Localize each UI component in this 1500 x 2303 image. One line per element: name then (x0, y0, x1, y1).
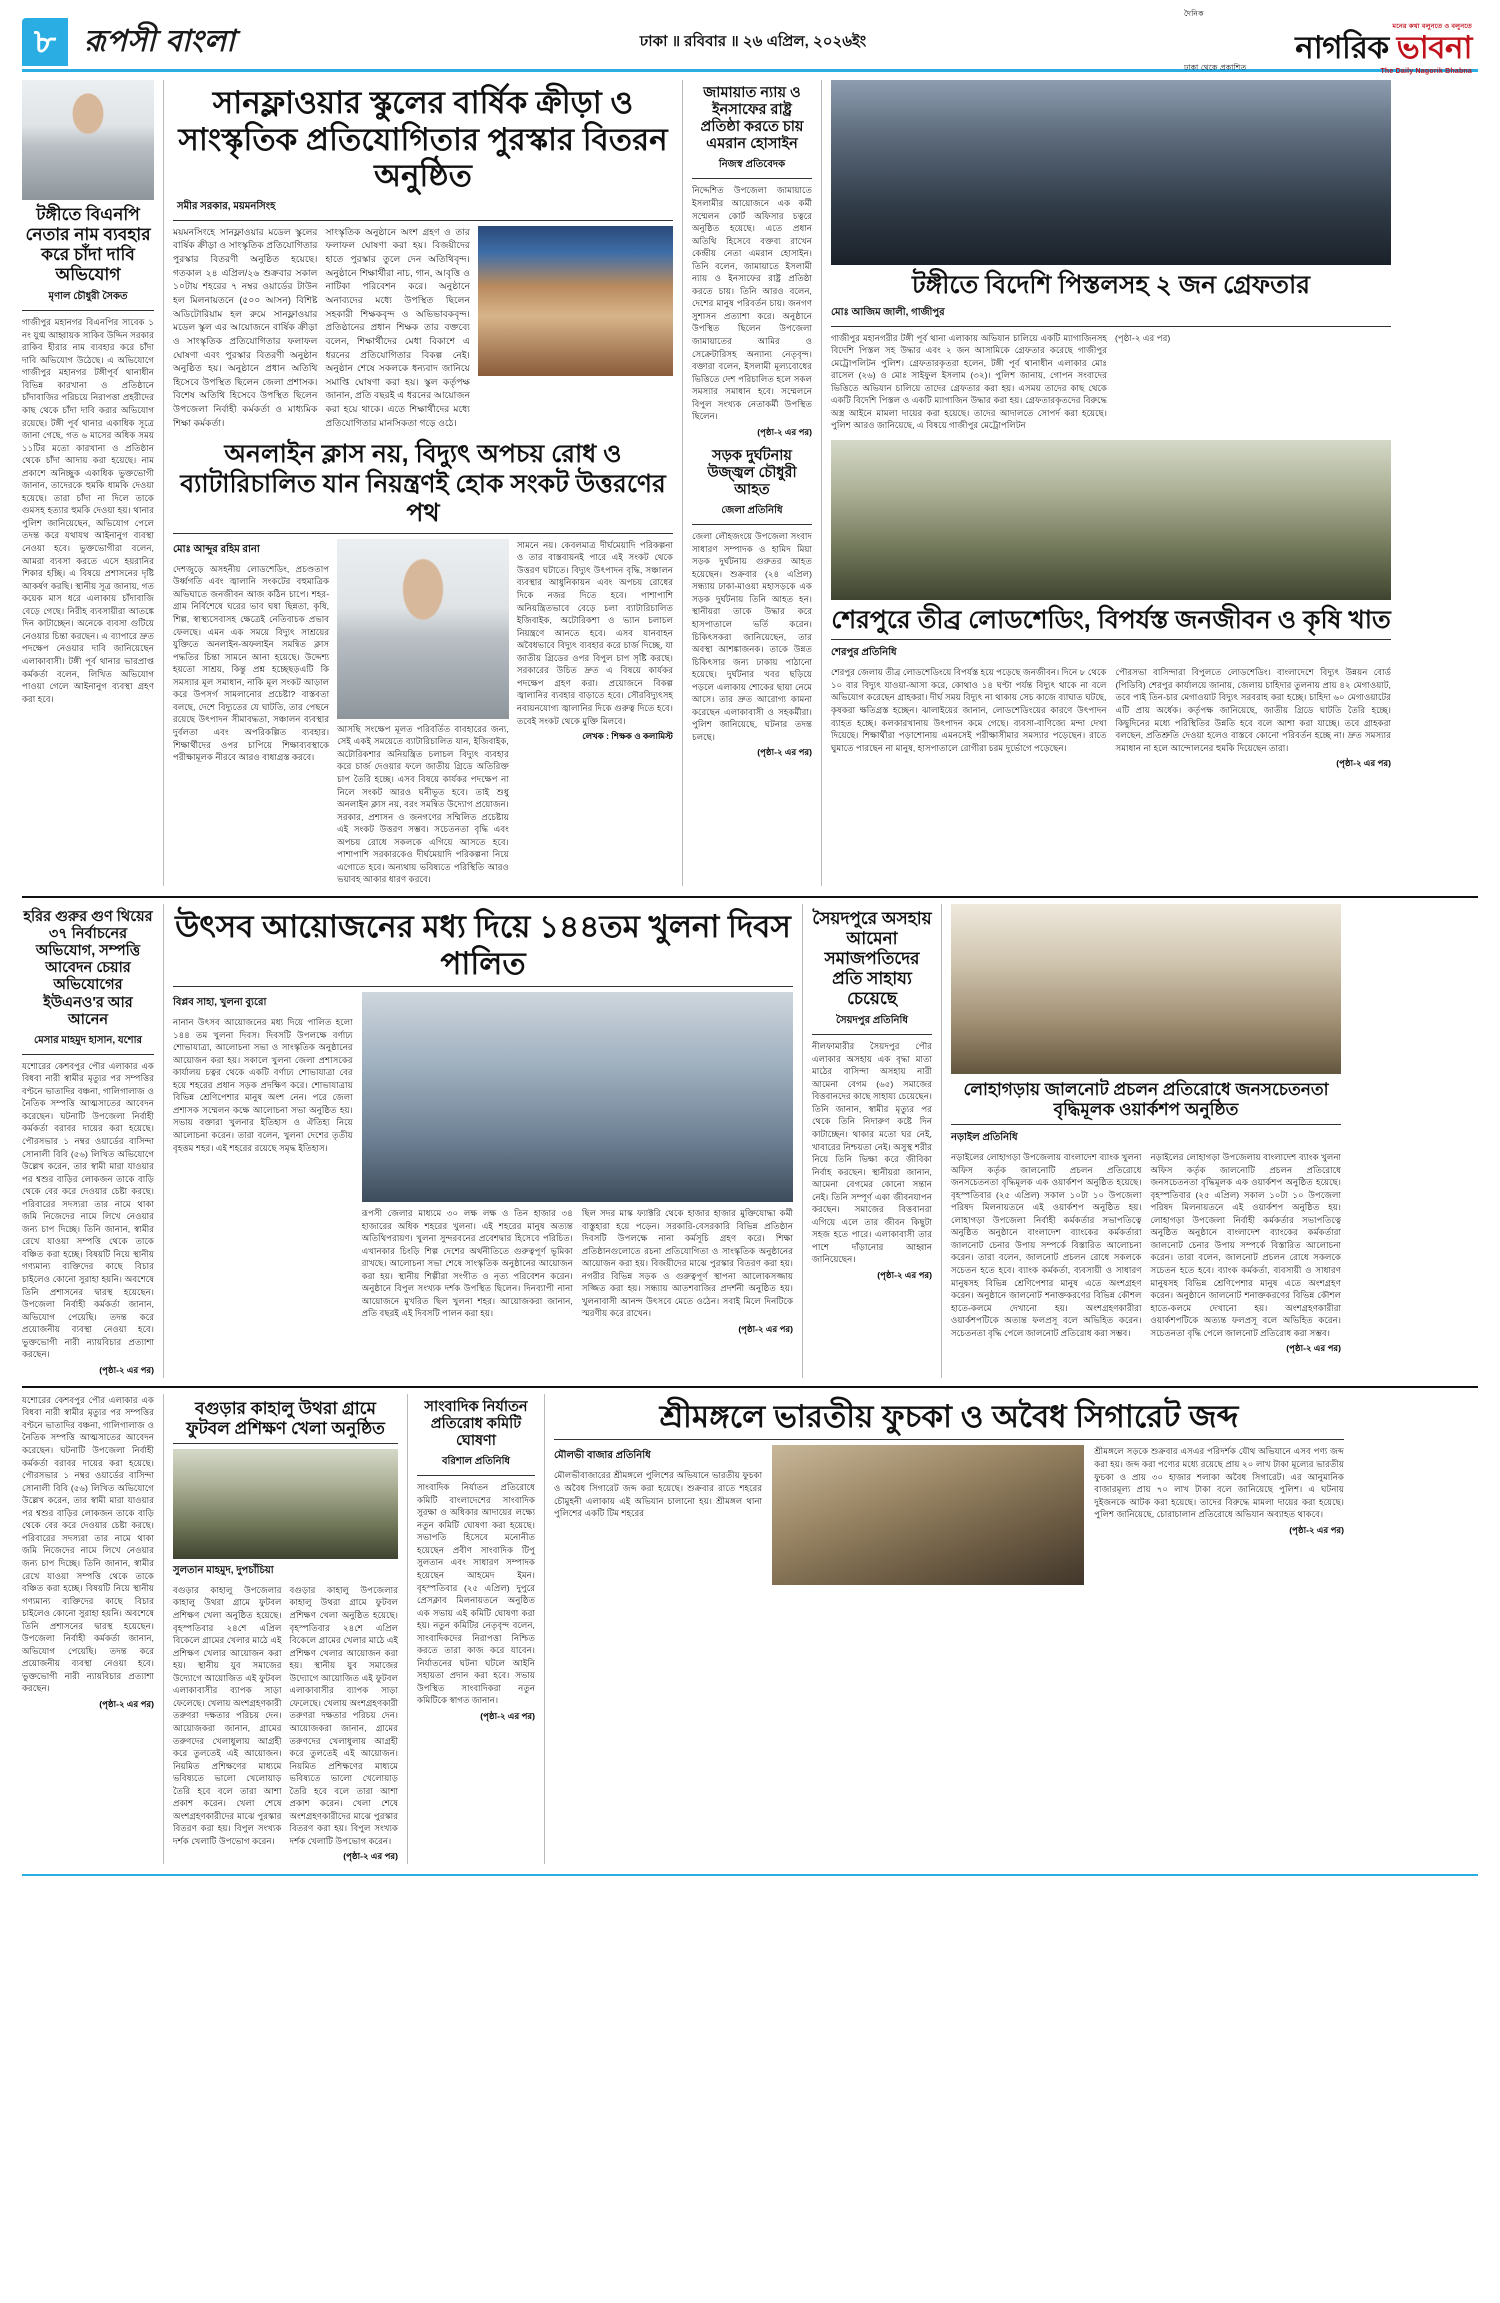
online-class-col3: আসছি সংক্ষেপ মূলত পরিবর্তিত বাবহারের জন্য, সেই একই সময়েতে ব্যাটারিচালিত যান, ইজিবাইক, অটোরিকশার অনিয়ন্ত্রিত চলাচল বিদ্যুৎ ব্যবহার করে চার্জ দেওয়ার ফলে জাতীয় গ্রিডে অতিরিক্ত চাপ তৈরি হচ্ছে। এসব বিষয়ে কার্যকর পদক্ষেপ না নিলে সংকট আরও ঘনীভূত হবে। তাই শুধু অনলাইন ক্লাস নয়, বরং সমন্বিত উদ্যোগ প্রয়োজন। সরকার, প্রশাসন ও জনগণের সম্মিলিত প্রচেষ্টায় এই সংকট উত্তরণ সম্ভব। সচেতনতা বৃদ্ধি এবং অপচয় রোধে সকলকে এগিয়ে আসতে হবে। পাশাপাশি সরকারকেও দীর্ঘমেয়াদি পরিকল্পনা নিয়ে এগোতে হবে। অন্যথায় ভবিষ্যতে পরিস্থিতি আরও ভয়াবহ আকার ধারণ করবে। (337, 723, 509, 885)
online-class-headline: অনলাইন ক্লাস নয়, বিদ্যুৎ অপচয় রোধ ও ব্যাটারিচালিত যান নিয়ন্ত্রণই হোক সংকট উত্তরণের পথ (180, 440, 666, 528)
khulna-col2: রূপসী জেলার মাধ্যমে ৩০ লক্ষ লক্ষ ও তিন হাজার ৩৪ হাজারের অধিক শহরের খুলনা। এই শহরের মানুষ অত্যন্ত অতিথিপরায়ণ। খুলনা সুন্দরবনের প্রবেশদ্বার হিসেবে পরিচিত। এখানকার চিংড়ি শিল্প দেশের অর্থনীতিতে গুরুত্বপূর্ণ ভূমিকা রাখছে। আলোচনা সভা শেষে সাংস্কৃতিক অনুষ্ঠানের আয়োজন করা হয়। স্থানীয় শিল্পীরা সংগীত ও নৃত্য পরিবেশন করেন। অনুষ্ঠানে বিপুল সংখ্যক দর্শক উপস্থিত ছিলেন। দিনব্যাপী নানা আয়োজনে মুখরিত ছিল খুলনা শহর। আয়োজকরা জানান, প্রতি বছরই এই দিবসটি পালন করা হয়। (361, 1208, 573, 1319)
bogura-continue: (পৃষ্ঠা-২ এর পর) (343, 1851, 398, 1862)
sherpur-photo (831, 440, 1391, 600)
column-divider (163, 1394, 164, 1865)
column-lead (173, 80, 673, 886)
jamaat-byline: নিজস্ব প্রতিবেদক (718, 159, 786, 171)
column-divider (682, 80, 683, 886)
column-left (22, 80, 154, 886)
nameplate-kicker: দৈনিক (1184, 9, 1204, 19)
left-headline: টঙ্গীতে বিএনপি নেতার নাম ব্যবহার করে চাঁদা দাবি অভিযোগ (25, 205, 151, 285)
divider (692, 178, 812, 179)
lead-body-col1: ময়মনসিংহে সানফ্লাওয়ার মডেল স্কুলের বার্ষিক ক্রীড়া ও সাংস্কৃতিক প্রতিযোগিতার পুরস্কার বিতরণী অনুষ্ঠিত হয়েছে। গতকাল ২৪ এপ্রিল/২৬ শুক্রবার সকাল ১০টায় শহরের ৭ নম্বর ওয়ার্ডের টাউন হল মিলনায়তনে (৫০০ আসন) বিশিষ্ট অডিটোরিয়াম হল রুমে সানফ্লাওয়ার মডেল স্কুল এর আয়োজনে বার্ষিক ক্রীড়া ও সাংস্কৃতিক প্রতিযোগিতার ফলাফল ঘোষণা এবং পুরস্কার বিতরণী অনুষ্ঠান অনুষ্ঠিত হয়। অনুষ্ঠানে প্রধান অতিথি হিসেবে উপস্থিত ছিলেন জেলা প্রশাসক। বিশেষ অতিথি হিসেবে উপস্থিত ছিলেন উপজেলা নির্বাহী কর্মকর্তা ও মাধ্যমিক শিক্ষা কর্মকর্তা। (173, 226, 318, 428)
column-right (831, 80, 1391, 886)
divider (173, 533, 673, 534)
column-divider (941, 904, 942, 1378)
sherpur-col2: পৌরসভা বাসিন্দারা বিপুলতে লোডশেডিং। বাংলাদেশে বিদ্যুৎ উন্নয়ন বোর্ড (পিডিবি) শেরপুর কার্যালয়ে জানায়, জেলায় চাহিদার তুলনায় প্রায় ৪২ মেগাওয়াট, তবে পাই তিন-চার মেগাওয়াট বিদ্যুৎ সরবরাহ করা হচ্ছে। চাহিদা ৬০ মেগাওয়াটের এটি প্রায় অর্ধেক। কর্তৃপক্ষ জানিয়েছে, জাতীয় গ্রিডে ঘাটতি তৈরি হচ্ছে। কিছুদিনের মধ্যে পরিস্থিতির উন্নতি হবে বলে আশা করা যাচ্ছে। তবে গ্রাহকরা বলছেন, প্রতিশ্রুতি দেওয়া হলেও বাস্তবে কোনো পরিবর্তন হচ্ছে না। দ্রুত সমস্যার সমাধান না হলে আন্দোলনের হুমকি দিয়েছেন তারা। (1115, 667, 1391, 753)
online-class-article (173, 440, 673, 886)
jamaat-body: নিদ্দেশিত উপজেলা জামায়াতে ইসলামীর আয়োজনে এক কর্মী সম্মেলন কোর্ট অফিসার চত্বরে অনুষ্ঠিত হয়েছে। এতে প্রধান অতিথি হিসেবে বক্তব্য রাখেন কেন্দ্রীয় নেতা এমরান হোসাইন। তিনি বলেন, জামায়াতে ইসলামী ন্যায় ও ইনসাফের রাষ্ট্র প্রতিষ্ঠা করতে চায়। তিনি আরও বলেন, দেশের মানুষ পরিবর্তন চায়। জনগণ সুশাসন প্রত্যাশা করে। অনুষ্ঠানে উপস্থিত ছিলেন উপজেলা জামায়াতের আমির ও সেক্রেটারিসহ অন্যান্য নেতৃবৃন্দ। বক্তারা বলেন, ইসলামী মূল্যবোধের ভিত্তিতে দেশ পরিচালিত হলে সকল সমস্যার সমাধান হবে। সম্মেলনে বিপুল সংখ্যক নেতাকর্মী উপস্থিত ছিলেন। (692, 185, 812, 422)
sherpur-byline: শেরপুর প্রতিনিধি (831, 647, 897, 659)
workshop-article (951, 904, 1341, 1378)
jamaat-headline: জামায়াত ন্যায় ও ইনসাফের রাষ্ট্র প্রতিষ্ঠা করতে চায় এমরান হোসাইন (700, 85, 804, 153)
lead-headline: সানফ্লাওয়ার স্কুলের বার্ষিক ক্রীড়া ও সাংস্কৃতিক প্রতিযোগিতার পুরস্কার বিতরন অনুষ্ঠিত (178, 85, 668, 194)
column-divider (163, 904, 164, 1378)
syedpur-byline: সৈয়দপুর প্রতিনিধি (836, 1015, 908, 1027)
yeshore-headline: হরির গুরুর গুণ থিয়ের ৩৭ নির্বাচনের অভিযোগ, সম্পত্তি আবেদন চেয়ার অভিযোগের ইউএনও'র আর আনেন (23, 908, 153, 1028)
workshop-body: নড়াইলের লোহাগড়া উপজেলায় বাংলাদেশ ব্যাংক খুলনা অফিস কর্তৃক জালনোটি প্রচলন প্রতিরোধে জনসচেতনতা বৃদ্ধিমূলক এক ওয়ার্কশপ অনুষ্ঠিত হয়েছে। বৃহস্পতিবার (২৫ এপ্রিল) সকাল ১০টা ১০ উপজেলা পরিষদ মিলনায়তনে এই ওয়ার্কশপ অনুষ্ঠিত হয়। লোহাগড়া উপজেলা নির্বাহী কর্মকর্তার সভাপতিত্বে অনুষ্ঠিত অনুষ্ঠানে বাংলাদেশ ব্যাংকের কর্মকর্তারা জালনোট চেনার উপায় সম্পর্কে বিস্তারিত আলোচনা করেন। তারা বলেন, জালনোট প্রচলন রোধে সকলকে সচেতন হতে হবে। ব্যাংক কর্মকর্তা, ব্যবসায়ী ও সাধারণ মানুষসহ বিভিন্ন শ্রেণিপেশার মানুষ এতে অংশগ্রহণ করেন। অনুষ্ঠানে জালনোট শনাক্তকরণের বিভিন্ন কৌশল হাতে-কলমে দেখানো হয়। অংশগ্রহণকারীরা ওয়ার্কশপটিকে অত্যন্ত ফলপ্রসূ বলে অভিহিত করেন। সচেতনতা বৃদ্ধি পেলে জালনোট প্রতিরোধ করা সম্ভব। (951, 1152, 1142, 1338)
journalist-byline: বরিশাল প্রতিনিধি (441, 1456, 511, 1468)
arrest-body-2: (পৃষ্ঠা-২ এর পর) (1115, 332, 1171, 343)
syedpur-article (812, 904, 932, 1378)
sherpur-col1: শেরপুর জেলায় তীব্র লোডশেডিংয়ে বিপর্যস্ত হয়ে পড়েছে জনজীবন। দিনে ৮ থেকে ১০ বার বিদ্যুৎ যাওয়া-আসা করে, কোথাও ১৪ ঘণ্টা পর্যন্ত বিদ্যুৎ থাকে না বলে অভিযোগ করেছেন গ্রাহকরা। দীর্ঘ সময় বিদ্যুৎ না থাকায় সেচ কাজে ব্যাঘাত ঘটছে, কৃষকরা ক্ষতিগ্রস্ত হচ্ছেন। ঝালাইয়ের জানান, লোডশেডিংয়ের কারণে উৎপাদন ব্যাহত হচ্ছে। কলকারখানায় উৎপাদন কমে গেছে। ব্যবসা-বাণিজ্যে মন্দা দেখা দিয়েছে। শিক্ষার্থীরা পড়াশোনায় এমনসেই পরীক্ষাসীমার সমস্যার পড়েছেন। রাতে ঘুমাতে পারছেন না মানুষ, হাসপাতালে রোগীরা চরম দুর্ভোগে পড়েছেন। (831, 667, 1107, 753)
khulna-photo (362, 992, 793, 1202)
srimangal-headline: শ্রীমঙ্গলে ভারতীয় ফুচকা ও অবৈধ সিগারেট জব্দ (659, 1398, 1239, 1434)
divider (417, 1475, 535, 1476)
column-divider (544, 1394, 545, 1865)
masthead (22, 9, 1478, 75)
srimangal-article (554, 1394, 1344, 1865)
left-body: গাজীপুর মহানগর বিএনপির সাবেক ১ নং যুগ্ম আহ্বায়ক সাকিব উদ্দিন সরকার রাকিব হীরার নাম ব্যবহার করে চাঁদা দাবি অভিযোগ উঠেছে। এ অভিযোগে গাজীপুর মহানগর টঙ্গীপূর্ব থানাধীন বিভিন্ন কারখানা ও প্রতিষ্ঠানে চাঁদাবাজির পরিচয়ে নিরাপত্তা প্রহরীদের কাছ থেকে চাঁদা দাবি করার অভিযোগ রয়েছে। টঙ্গী পূর্ব থানার একাধিক সূত্রে জানা গেছে, গত ৬ মাসের অধিক সময় ১১টির মতো কারখানা ও প্রতিষ্ঠান থেকে চাঁদা আদায় করা হয়েছে। নাম প্রকাশে অনিচ্ছুক একাধিক ভুক্তভোগী জানান, তাদেরকে হুমকি ধামকি দেওয়া হয়েছে। তারা চাঁদা না দিলে তাকে গুমসহ হত্যার হুমকি দেওয়া হয়। থানার পুলিশ জানিয়েছেন, অভিযোগ পেলে তদন্ত করে যথাযথ আইনানুগ ব্যবস্থা নেওয়া হবে। ভুক্তভোগীরা বলেন, আমরা ব্যবসা করতে এসে হয়রানির শিকার হচ্ছি। এ বিষয়ে প্রশাসনের দৃষ্টি আকর্ষণ করছি। স্থানীয় সূত্র জানায়, গত কয়েক মাস ধরে এলাকায় চাঁদাবাজি বেড়ে গেছে। নিরীহ ব্যবসায়ীরা আতঙ্কে দিন কাটাচ্ছেন। অনেকে ব্যবসা গুটিয়ে নেওয়ার চিন্তা করছেন। এ ব্যাপারে দ্রুত পদক্ষেপ নেওয়ার দাবি জানিয়েছেন এলাকাবাসী। টঙ্গী পূর্ব থানার ভারপ্রাপ্ত কর্মকর্তা বলেন, লিখিত অভিযোগ পাওয়া গেলে আইনানুগ ব্যবস্থা গ্রহণ করা হবে। (22, 317, 154, 704)
portrait-photo (22, 80, 154, 200)
nameplate-sub: ঢাকা থেকে প্রকাশিত (1184, 62, 1247, 72)
divider (831, 639, 1391, 640)
bottom-left-continue: (পৃষ্ঠা-২ এর পর) (99, 1698, 154, 1709)
divider (173, 220, 673, 221)
section-name: রূপসী বাংলা (84, 24, 236, 58)
bogura-body-2: বগুড়ার কাহালু উপজেলার কাহালু উথরা গ্রামে ফুটবল প্রশিক্ষণ খেলা অনুষ্ঠিত হয়েছে। বৃহস্পতিবার ২৪শে এপ্রিল বিকেলে গ্রামের খেলার মাঠে এই প্রশিক্ষণ খেলার আয়োজন করা হয়। স্থানীয় যুব সমাজের উদ্যোগে আয়োজিত এই ফুটবল এলাকাবাসীর ব্যাপক সাড়া ফেলেছে। খেলায় অংশগ্রহণকারী তরুণরা দক্ষতার পরিচয় দেন। আয়োজকরা জানান, গ্রামের তরুণদের খেলাধুলায় আগ্রহী করে তুলতেই এই আয়োজন। নিয়মিত প্রশিক্ষণের মাধ্যমে ভবিষ্যতে ভালো খেলোয়াড় তৈরি হবে বলে তারা আশা প্রকাশ করেন। খেলা শেষে অংশগ্রহণকারীদের মাঝে পুরস্কার বিতরণ করা হয়। বিপুল সংখ্যক দর্শক খেলাটি উপভোগ করেন। (289, 1584, 398, 1846)
bottom-section (22, 1394, 1478, 1865)
khulna-byline: বিপ্লব সাহা, খুলনা ব্যুরো (173, 997, 267, 1009)
nameplate-slogan: মনের কথা বলুনতে ও বলুনতে (1392, 23, 1472, 31)
divider (554, 1439, 1344, 1440)
khulna-article (173, 904, 793, 1378)
workshop-photo (951, 904, 1341, 1074)
workshop-headline: লোহাগড়ায় জালনোট প্রচলন প্রতিরোধে জনসচেতনতা বৃদ্ধিমূলক ওয়ার্কশপ অনুষ্ঠিত (963, 1079, 1329, 1119)
column-divider (802, 904, 803, 1378)
column-divider (821, 80, 822, 886)
section-divider (22, 1386, 1478, 1388)
khulna-headline: উৎসব আয়োজনের মধ্য দিয়ে ১৪৪তম খুলনা দিবস পালিত (175, 908, 791, 981)
bogura-article (173, 1394, 398, 1865)
lead-byline: সমীর সরকার, ময়মনসিংহ (177, 200, 276, 212)
top-section (22, 80, 1478, 886)
bogura-body: বগুড়ার কাহালু উপজেলার কাহালু উথরা গ্রামে ফুটবল প্রশিক্ষণ খেলা অনুষ্ঠিত হয়েছে। বৃহস্পতিবার ২৪শে এপ্রিল বিকেলে গ্রামের খেলার মাঠে এই প্রশিক্ষণ খেলার আয়োজন করা হয়। স্থানীয় যুব সমাজের উদ্যোগে আয়োজিত এই ফুটবল এলাকাবাসীর ব্যাপক সাড়া ফেলেছে। খেলায় অংশগ্রহণকারী তরুণরা দক্ষতার পরিচয় দেন। আয়োজকরা জানান, গ্রামের তরুণদের খেলাধুলায় আগ্রহী করে তুলতেই এই আয়োজন। নিয়মিত প্রশিক্ষণের মাধ্যমে ভবিষ্যতে ভালো খেলোয়াড় তৈরি হবে বলে তারা আশা প্রকাশ করেন। খেলা শেষে অংশগ্রহণকারীদের মাঝে পুরস্কার বিতরণ করা হয়। বিপুল সংখ্যক দর্শক খেলাটি উপভোগ করেন। (173, 1584, 282, 1846)
arrest-body: গাজীপুর মহানগরীর টঙ্গী পূর্ব থানা এলাকায় অভিযান চালিয়ে একটি ম্যাগাজিনসহ বিদেশি পিস্তল সহ উদ্ধার এবং ২ জন আসামিকে গ্রেফতার করেছে গাজীপুর মেট্রোপলিটন পুলিশ। গ্রেফতারকৃতরা হলেন, টঙ্গী পূর্ব থানাধীন এলাকার মোঃ রাসেল (২৬) ও মোঃ সাইফুল ইসলাম (৩২)। পুলিশ জানায়, গোপন সংবাদের ভিত্তিতে অভিযান চালিয়ে তাদের গ্রেফতার করা হয়। এসময় তাদের কাছ থেকে একটি বিদেশি পিস্তল ও একটি ম্যাগাজিন উদ্ধার করা হয়। গ্রেফতারকৃতদের বিরুদ্ধে অস্ত্র আইনে মামলা দায়ের করা হয়েছে। তাদের আদালতে সোপর্দ করা হয়েছে। পুলিশ আরও জানিয়েছে, এ বিষয়ে গাজীপুর মেট্রোপলিটন (831, 332, 1107, 431)
bottom-column-left (22, 1394, 154, 1865)
column-three (692, 80, 812, 886)
yeshore-body: যশোরের কেশবপুর পৌর এলাকার এক বিধবা নারী স্বামীর মৃত্যুর পর সম্পত্তির বণ্টনে ভাতাদির বঞ্চনা, গালিগালাজ ও নৈতিক সম্পত্তি আত্মসাতের আবেদন করেছেন। ঘটনাটি উপজেলা নির্বাহী কর্মকর্তা বরাবর দায়ের করা হয়েছে। পৌরসভার ১ নম্বর ওয়ার্ডের বাসিন্দা সোনালী বিবি (৫৬) লিখিত অভিযোগে উল্লেখ করেন, তার স্বামী মারা যাওয়ার পর শ্বশুর বাড়ির লোকজন তাকে বাড়ি থেকে বের করে দেওয়ার চেষ্টা করছে। পরিবারের সদস্যরা তার নামে থাকা জমি নিজেদের নামে লিখে নেওয়ার জন্য চাপ দিচ্ছে। তিনি জানান, স্বামীর রেখে যাওয়া সম্পত্তি থেকে তাকে বঞ্চিত করা হচ্ছে। বিষয়টি নিয়ে স্থানীয় গণ্যমান্য ব্যক্তিদের কাছে বিচার চাইলেও কোনো সুরাহা হয়নি। অবশেষে তিনি প্রশাসনের দ্বারস্থ হয়েছেন। উপজেলা নির্বাহী কর্মকর্তা জানান, অভিযোগ পেয়েছি। তদন্ত করে প্রয়োজনীয় ব্যবস্থা নেওয়া হবে। ভুক্তভোগী নারী ন্যায়বিচার প্রত্যাশা করছেন। (22, 1060, 154, 1360)
page-number: ৮ (22, 18, 68, 66)
srimangal-col1: মৌলভীবাজারের শ্রীমঙ্গলে পুলিশের অভিযানে ভারতীয় ফুচকা ও অবৈধ সিগারেট জব্দ করা হয়েছে। শুক্রবার রাতে শহরের চৌমুহনী এলাকায় এই অভিযান চালানো হয়। শ্রীমঙ্গল থানা পুলিশের একটি টিম শহরের (554, 1470, 763, 1519)
lead-body-col2: সাংস্কৃতিক অনুষ্ঠানে অংশ গ্রহণ ও তার ফলাফল ঘোষণা করা হয়। বিজয়ীদের হাতে পুরস্কার তুলে দেন অতিথিবৃন্দ। অনুষ্ঠানে শিক্ষার্থীরা নাচ, গান, আবৃত্তি ও নাটিকা পরিবেশন করে। অনুষ্ঠানে অনাব্যদের মধ্যে উপস্থিত ছিলেন সহকারী শিক্ষকবৃন্দ ও অভিভাবকবৃন্দ। প্রতিষ্ঠানের প্রধান শিক্ষক তার বক্তব্যে বলেন, শিক্ষার্থীদের মেধা বিকাশে এ ধরনের প্রতিযোগিতার বিকল্প নেই। অনুষ্ঠান শেষে সকলকে ধন্যবাদ জানিয়ে সমাপ্তি ঘোষণা করা হয়। স্কুল কর্তৃপক্ষ জানান, প্রতি বছরই এ ধরনের আয়োজন করা হয়ে থাকে। এতে শিক্ষার্থীদের মধ্যে প্রতিযোগিতার মানসিকতা গড়ে ওঠে। (325, 226, 470, 428)
divider (173, 1443, 398, 1444)
arrest-photo (831, 80, 1391, 265)
divider (173, 986, 793, 987)
khulna-col3: ছিল সদর মাস্ক ফ্যাক্টরি থেকে হাজার হাজার মুক্তিযোদ্ধা কর্মী বাস্তুহারা হয়ে পড়েন। সরকারি-বেসরকারি বিভিন্ন প্রতিষ্ঠান দিবসটি উপলক্ষে নানা কর্মসূচি গ্রহণ করে। শিক্ষা প্রতিষ্ঠানগুলোতে রচনা প্রতিযোগিতা ও সাংস্কৃতিক অনুষ্ঠানের আয়োজন করা হয়। বিজয়ীদের মাঝে পুরস্কার বিতরণ করা হয়। নগরীর বিভিন্ন সড়ক ও গুরুত্বপূর্ণ স্থাপনা আলোকসজ্জায় সজ্জিত করা হয়। সন্ধ্যায় আতশবাজির প্রদর্শনী অনুষ্ঠিত হয়। খুলনাবাসী আনন্দ উৎসবে মেতে ওঠেন। সবাই মিলে দিনটিকে স্মরণীয় করে রাখেন। (581, 1208, 794, 1319)
bogura-byline: সুলতান মাহমুদ, দুপচাঁচিয়া (173, 1564, 274, 1576)
middle-column-left (22, 904, 154, 1378)
bogura-photo (173, 1449, 398, 1559)
left-byline: মৃণাল চৌধুরী সৈকত (48, 291, 128, 303)
jamaat-continue: (পৃষ্ঠা-২ এর পর) (757, 426, 812, 437)
nameplate-english: The Daily Nagorik Bhabna (1380, 67, 1472, 75)
bottom-left-overflow: যশোরের কেশবপুর পৌর এলাকার এক বিধবা নারী স্বামীর মৃত্যুর পর সম্পত্তির বণ্টনে ভাতাদির বঞ্চনা, গালিগালাজ ও নৈতিক সম্পত্তি আত্মসাতের আবেদন করেছেন। ঘটনাটি উপজেলা নির্বাহী কর্মকর্তা বরাবর দায়ের করা হয়েছে। পৌরসভার ১ নম্বর ওয়ার্ডের বাসিন্দা সোনালী বিবি (৫৬) লিখিত অভিযোগে উল্লেখ করেন, তার স্বামী মারা যাওয়ার পর শ্বশুর বাড়ির লোকজন তাকে বাড়ি থেকে বের করে দেওয়ার চেষ্টা করছে। পরিবারের সদস্যরা তার নামে থাকা জমি নিজেদের নামে লিখে নেওয়ার জন্য চাপ দিচ্ছে। তিনি জানান, স্বামীর রেখে যাওয়া সম্পত্তি থেকে তাকে বঞ্চিত করা হচ্ছে। বিষয়টি নিয়ে স্থানীয় গণ্যমান্য ব্যক্তিদের কাছে বিচার চাইলেও কোনো সুরাহা হয়নি। অবশেষে তিনি প্রশাসনের দ্বারস্থ হয়েছেন। উপজেলা নির্বাহী কর্মকর্তা জানান, অভিযোগ পেয়েছি। তদন্ত করে প্রয়োজনীয় ব্যবস্থা নেওয়া হবে। ভুক্তভোগী নারী ন্যায়বিচার প্রত্যাশা করছেন। (22, 1394, 154, 1694)
sherpur-headline: শেরপুরে তীব্র লোডশেডিং, বিপর্যস্ত জনজীবন ও কৃষি খাত (831, 605, 1391, 634)
workshop-byline: নড়াইল প্রতিনিধি (951, 1132, 1018, 1144)
online-class-author-note: লেখক : শিক্ষক ও কলামিস্ট (582, 731, 673, 742)
srimangal-byline: মৌলভী বাজার প্রতিনিধি (554, 1450, 651, 1462)
journalist-continue: (পৃষ্ঠা-২ এর পর) (480, 1711, 535, 1722)
nameplate-logo (1178, 9, 1478, 75)
journalist-body: সাংবাদিক নির্যাতন প্রতিরোধে কমিটি বাংলাদেশের সাংবাদিক সুরক্ষা ও অধিকার আদায়ের লক্ষ্যে নতুন কমিটি ঘোষণা করা হয়েছে। সভাপতি হিসেবে মনোনীত হয়েছেন প্রবীণ সাংবাদিক টিপু সুলতান এবং সাধারণ সম্পাদক হয়েছেন আহমেদ ইমন। বৃহস্পতিবার (২৫ এপ্রিল) দুপুরে প্রেসক্লাব মিলনায়তনে অনুষ্ঠিত এক সভায় এই কমিটি ঘোষণা করা হয়। নতুন কমিটির নেতৃবৃন্দ বলেন, সাংবাদিকদের নিরাপত্তা নিশ্চিত করতে তারা কাজ করে যাবেন। নির্যাতনের ঘটনা ঘটলে আইনি সহায়তা প্রদান করা হবে। সভায় উপস্থিত সাংবাদিকরা নতুন কমিটিকে স্বাগত জানান। (417, 1482, 535, 1706)
middle-section (22, 904, 1478, 1378)
bogura-headline: বগুড়ার কাহালু উথরা গ্রামে ফুটবল প্রশিক্ষণ খেলা অনুষ্ঠিত (186, 1398, 385, 1438)
accident-body: জেলা লৌহজংয়ে উপজেলা সংবাদ সাধারণ সম্পাদক ও হামিদ মিয়া সড়ক দুর্ঘটনায় গুরুতর আহত হয়েছেন। শুক্রবার (২৪ এপ্রিল) সন্ধ্যায় ঢাকা-মাওয়া মহাসড়কে এক সড়ক দুর্ঘটনায় তিনি আহত হন। স্থানীয়রা তাকে উদ্ধার করে হাসপাতালে ভর্তি করেন। চিকিৎসকরা জানিয়েছেন, তার অবস্থা আশঙ্কাজনক। তাকে উন্নত চিকিৎসার জন্য ঢাকায় পাঠানো হয়েছে। দুর্ঘটনার খবর ছড়িয়ে পড়লে এলাকায় শোকের ছায়া নেমে আসে। তার দ্রুত আরোগ্য কামনা করেছেন এলাকাবাসী ও সহকর্মীরা। পুলিশ জানিয়েছে, ঘটনার তদন্ত চলছে। (692, 531, 812, 742)
online-class-col1: দেশজুড়ে অসহনীয় লোডশেডিং, প্রচণ্ডতাপ উর্ধ্বগতি এবং জ্বালানি সংকটের বহুমাত্রিক অভিঘাতে জনজীবন আজ কঠিন চাপে। শহর-গ্রাম নির্বিশেষে ঘরের ভাব ঘষা ছিন্নতা, কৃষি, শিল্প, স্বাস্থ্যসেবাসহ ক্ষেত্রেই নেতিবাচক প্রভাব ফেলছে। এমন এক সময়ে বিদ্যুৎ সাশ্রয়ের যুক্তিতে অনলাইন-অফলাইন সমন্বিত ক্লাস পদ্ধতির চিন্তা সামনে আনা হয়েছে। উদ্দেশ্য হয়তো সাশ্রয়, কিন্তু প্রশ্ন হচ্ছেছড়এটি কি সমস্যার মূল সমাধান, নাকি মূল সংকট আড়াল করে উপসর্গ সামলানোর প্রচেষ্টা? বাস্তবতা বলছে, দেশে বিদ্যুতের যে ঘাটতি, তার পেছনে রয়েছে উৎপাদন সীমাবদ্ধতা, সঞ্চালন ব্যবস্থার দুর্বলতা এবং অপরিকল্পিত ব্যবহার। শিক্ষার্থীদের ওপর চাপিয়ে শিক্ষাব্যবস্থাকে পরীক্ষামূলক নীরবে আরও বাধাগ্রস্ত করবে। (173, 563, 330, 763)
sherpur-continue: (পৃষ্ঠা-২ এর পর) (1336, 758, 1391, 769)
accident-continue: (পৃষ্ঠা-২ এর পর) (757, 747, 812, 758)
workshop-body-2: নড়াইলের লোহাগড়া উপজেলায় বাংলাদেশ ব্যাংক খুলনা অফিস কর্তৃক জালনোটি প্রচলন প্রতিরোধে জনসচেতনতা বৃদ্ধিমূলক এক ওয়ার্কশপ অনুষ্ঠিত হয়েছে। বৃহস্পতিবার (২৫ এপ্রিল) সকাল ১০টা ১০ উপজেলা পরিষদ মিলনায়তনে এই ওয়ার্কশপ অনুষ্ঠিত হয়। লোহাগড়া উপজেলা নির্বাহী কর্মকর্তার সভাপতিত্বে অনুষ্ঠিত অনুষ্ঠানে বাংলাদেশ ব্যাংকের কর্মকর্তারা জালনোট চেনার উপায় সম্পর্কে বিস্তারিত আলোচনা করেন। তারা বলেন, জালনোট প্রচলন রোধে সকলকে সচেতন হতে হবে। ব্যাংক কর্মকর্তা, ব্যবসায়ী ও সাধারণ মানুষসহ বিভিন্ন শ্রেণিপেশার মানুষ এতে অংশগ্রহণ করেন। অনুষ্ঠানে জালনোট শনাক্তকরণের বিভিন্ন কৌশল হাতে-কলমে দেখানো হয়। অংশগ্রহণকারীরা ওয়ার্কশপটিকে অত্যন্ত ফলপ্রসূ বলে অভিহিত করেন। সচেতনতা বৃদ্ধি পেলে জালনোট প্রতিরোধ করা সম্ভব। (1150, 1152, 1341, 1338)
divider (22, 310, 154, 311)
srimangal-col2: শ্রীমঙ্গলে সড়কে শুক্রবার এসএর পরিদর্শক যৌথ অভিযানে এসব পণ্য জব্দ করা হয়। জব্দ করা পণ্যের মধ্যে রয়েছে প্রায় ২০ লাখ টাকা মূল্যের ভারতীয় ফুচকা ও প্রায় ৩০ হাজার শলাকা অবৈধ সিগারেট। এর আনুমানিক বাজারমূল্য প্রায় ৭০ লাখ টাকা বলে জানিয়েছে পুলিশ। এ ঘটনায় দুইজনকে আটক করা হয়েছে। তাদের বিরুদ্ধে মামলা দায়ের করা হয়েছে। পুলিশ জানিয়েছে, চোরাচালান প্রতিরোধে অভিযান অব্যাহত থাকবে। (1094, 1446, 1344, 1520)
online-class-photo (337, 539, 509, 719)
journalist-article (417, 1394, 535, 1865)
yeshore-continue: (পৃষ্ঠা-২ এর পর) (99, 1364, 154, 1375)
section-divider (22, 896, 1478, 898)
divider (951, 1124, 1341, 1125)
left-lead-article (22, 80, 154, 705)
yeshore-byline: মেসার মাহমুদ হাসান, যশোর (34, 1034, 142, 1046)
online-class-col2: সামনে নয়। কেবলমাত্র দীর্ঘমেয়াদি পরিকল্পনা ও তার বাস্তবায়নই পারে এই সংকট থেকে উত্তরণ ঘটাতে। বিদ্যুৎ উৎপাদন বৃদ্ধি, সঞ্চালন ব্যবস্থার আধুনিকায়ন এবং অপচয় রোধের দিকে নজর দিতে হবে। পাশাপাশি অনিয়ন্ত্রিতভাবে বেড়ে চলা ব্যাটারিচালিত ইজিবাইক, অটোরিকশা ও ভ্যান চলাচল নিয়ন্ত্রণে আনতে হবে। এসব যানবাহন অবৈধভাবে বিদ্যুৎ ব্যবহার করে চার্জ দিচ্ছে, যা জাতীয় গ্রিডের ওপর বিপুল চাপ সৃষ্টি করছে। সরকারের উচিত দ্রুত এ বিষয়ে কার্যকর পদক্ষেপ গ্রহণ করা। প্রয়োজনে বিকল্প জ্বালানির ব্যবহার বাড়াতে হবে। সৌরবিদ্যুৎসহ নবায়নযোগ্য জ্বালানির দিকে গুরুত্ব দিতে হবে। তবেই সংকট থেকে মুক্তি মিলবে। (516, 539, 673, 726)
column-divider (163, 80, 164, 886)
syedpur-continue: (পৃষ্ঠা-২ এর পর) (877, 1270, 932, 1281)
khulna-col1: নানান উৎসব আয়োজনের মধ্য দিয়ে পালিত হলো ১৪৪ তম খুলনা দিবস। দিবসটি উপলক্ষে বর্ণাঢ্য শোভাযাত্রা, আলোচনা সভা ও সাংস্কৃতিক অনুষ্ঠানের আয়োজন করা হয়। সকালে খুলনা জেলা প্রশাসকের কার্যালয় চত্বর থেকে একটি বর্ণাঢ্য শোভাযাত্রা বের হয়ে শহরের প্রধান সড়ক প্রদক্ষিণ করে। শোভাযাত্রায় বিভিন্ন শ্রেণিপেশার মানুষ অংশ নেন। পরে জেলা প্রশাসক সম্মেলন কক্ষে আলোচনা সভা অনুষ্ঠিত হয়। সভায় বক্তারা খুলনার ইতিহাস ও ঐতিহ্য নিয়ে আলোচনা করেন। তারা বলেন, খুলনা দেশের তৃতীয় বৃহত্তম শহর। এই শহরের রয়েছে সমৃদ্ধ ইতিহাস। (173, 1017, 353, 1153)
nameplate-word-one: নাগরিক (1295, 30, 1389, 66)
sherpur-article (831, 440, 1391, 771)
syedpur-body: নীলফামারীর সৈয়দপুর পৌর এলাকার অসহায় এক বৃদ্ধা মাতা মাঠের বাসিন্দা অসহায় নারী আমেনা বেগম (৬৫) সমাজের বিত্তবানদের কাছে সাহায্য চেয়েছেন। তিনি জানান, স্বামীর মৃত্যুর পর থেকে তিনি নিদারুণ কষ্টে দিন কাটাচ্ছেন। থাকার মতো ঘর নেই, খাবারের নিশ্চয়তা নেই। অসুস্থ শরীর নিয়ে তিনি ভিক্ষা করে জীবিকা নির্বাহ করছেন। স্থানীয়রা জানান, আমেনা বেগমের কোনো সন্তান নেই। তিনি সম্পূর্ণ একা জীবনযাপন করছেন। সমাজের বিত্তবানরা এগিয়ে এলে তার জীবন কিছুটা সহজ হতে পারে। এলাকাবাসী তার পাশে দাঁড়ানোর আহ্বান জানিয়েছেন। (812, 1041, 932, 1265)
jamaat-article (692, 85, 812, 440)
dateline: ঢাকা ॥ রবিবার ॥ ২৬ এপ্রিল, ২০২৬ইং (639, 32, 867, 50)
arrest-byline: মোঃ আজিম জালী, গাজীপুর (831, 306, 945, 318)
khulna-continue: (পৃষ্ঠা-২ এর পর) (738, 1324, 794, 1335)
online-class-byline: মোঃ আব্দুর রহিম রানা (173, 543, 260, 555)
divider (812, 1034, 932, 1035)
srimangal-photo (772, 1445, 1084, 1585)
divider (22, 1054, 154, 1055)
accident-headline: সড়ক দুর্ঘটনায় উজ্জ্বল চৌধুরী আহত (707, 447, 797, 499)
divider (692, 524, 812, 525)
divider (831, 326, 1391, 327)
syedpur-headline: সৈয়দপুরে অসহায় আমেনা সমাজপতিদের প্রতি সাহায্য চেয়েছে (812, 908, 932, 1009)
workshop-continue: (পৃষ্ঠা-২ এর পর) (1286, 1343, 1341, 1354)
column-divider (407, 1394, 408, 1865)
journalist-headline: সাংবাদিক নির্যাতন প্রতিরোধ কমিটি ঘোষণা (424, 1398, 528, 1450)
nameplate-word-two: ভাবনা (1396, 30, 1472, 66)
srimangal-continue: (পৃষ্ঠা-২ এর পর) (1289, 1524, 1344, 1535)
arrest-headline: টঙ্গীতে বিদেশি পিস্তলসহ ২ জন গ্রেফতার (912, 271, 1310, 299)
accident-article (692, 448, 812, 761)
footer-rule (22, 1874, 1478, 1876)
lead-photo (478, 226, 673, 376)
accident-byline: জেলা প্রতিনিধি (721, 505, 783, 517)
